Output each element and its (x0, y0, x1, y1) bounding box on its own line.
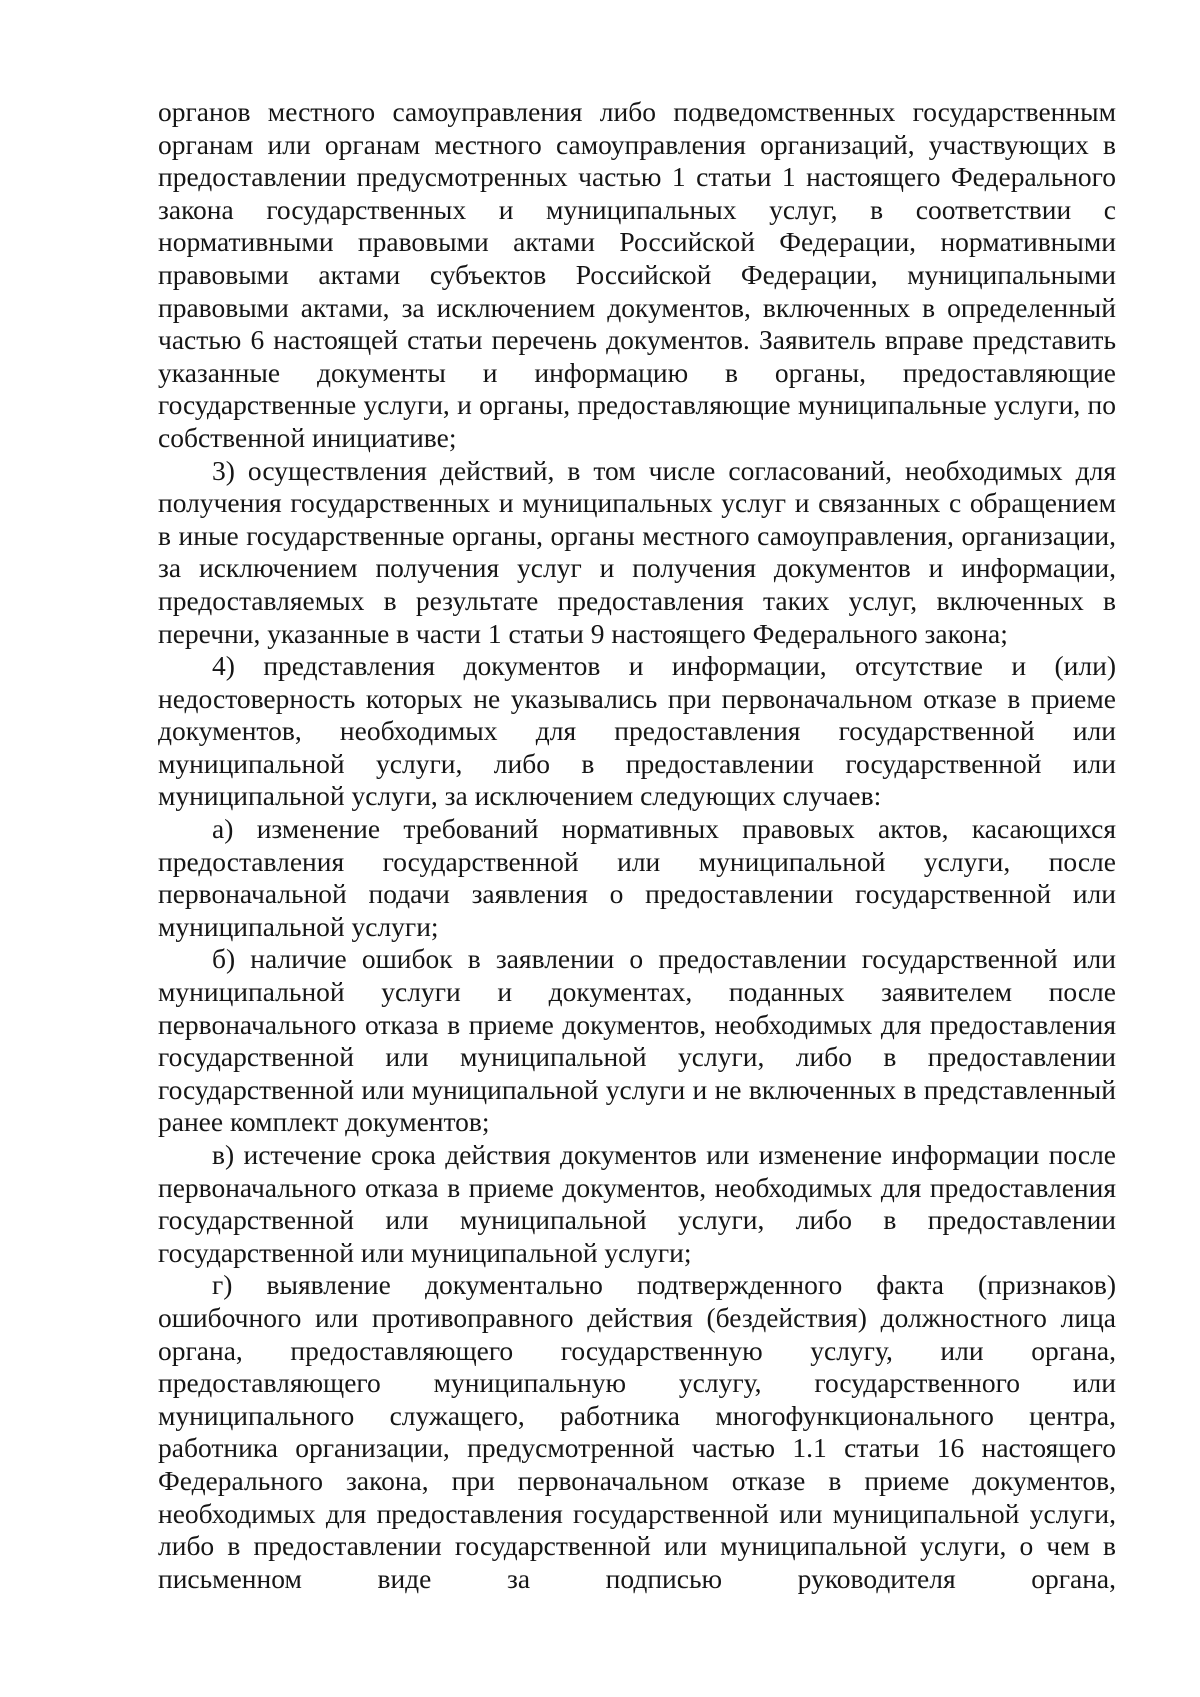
document-body (158, 96, 1116, 1595)
paragraph-intro: органов местного самоуправления либо подведомственных государственным органам или органам местного самоуправления организаций, участвующих в предоставлении предусмотренных частью 1 статьи 1 настоящего Федерального закона государственных и муниципальных услуг, в соответствии с нормативными правовыми актами Российской Федерации, нормативными правовыми актами субъектов Российской Федерации, муниципальными правовыми актами, за исключением документов, включенных в определенный частью 6 настоящей статьи перечень документов. Заявитель вправе представить указанные документы и информацию в органы, предоставляющие государственные услуги, и органы, предоставляющие муниципальные услуги, по собственной инициативе; (158, 96, 1116, 453)
paragraph-subitem-v: в) истечение срока действия документов или изменение информации после первоначального отказа в приеме документов, необходимых для предоставления государственной или муниципальной услуги, либо в предоставлении государственной или муниципальной услуги; (158, 1139, 1116, 1268)
paragraph-subitem-g: г) выявление документально подтвержденного факта (признаков) ошибочного или противоправного действия (бездействия) должностного лица органа, предоставляющего государственную услугу, или органа, предоставляющего муниципальную услугу, государственного или муниципального служащего, работника многофункционального центра, работника организации, предусмотренной частью 1.1 статьи 16 настоящего Федерального закона, при первоначальном отказе в приеме документов, необходимых для предоставления государственной или муниципальной услуги, либо в предоставлении государственной или муниципальной услуги, о чем в письменном виде за подписью руководителя органа, (158, 1269, 1116, 1594)
paragraph-item-3: 3) осуществления действий, в том числе согласований, необходимых для получения государственных и муниципальных услуг и связанных с обращением в иные государственные органы, органы местного самоуправления, организации, за исключением получения услуг и получения документов и информации, предоставляемых в результате предоставления таких услуг, включенных в перечни, указанные в части 1 статьи 9 настоящего Федерального закона; (158, 454, 1116, 649)
paragraph-subitem-a: а) изменение требований нормативных правовых актов, касающихся предоставления государственной или муниципальной услуги, после первоначальной подачи заявления о предоставлении государственной или муниципальной услуги; (158, 813, 1116, 942)
paragraph-subitem-b: б) наличие ошибок в заявлении о предоставлении государственной или муниципальной услуги и документах, поданных заявителем после первоначального отказа в приеме документов, необходимых для предоставления государственной или муниципальной услуги, либо в предоставлении государственной или муниципальной услуги и не включенных в представленный ранее комплект документов; (158, 943, 1116, 1138)
paragraph-item-4: 4) представления документов и информации, отсутствие и (или) недостоверность которых не указывались при первоначальном отказе в приеме документов, необходимых для предоставления государственной или муниципальной услуги, либо в предоставлении государственной или муниципальной услуги, за исключением следующих случаев: (158, 650, 1116, 812)
